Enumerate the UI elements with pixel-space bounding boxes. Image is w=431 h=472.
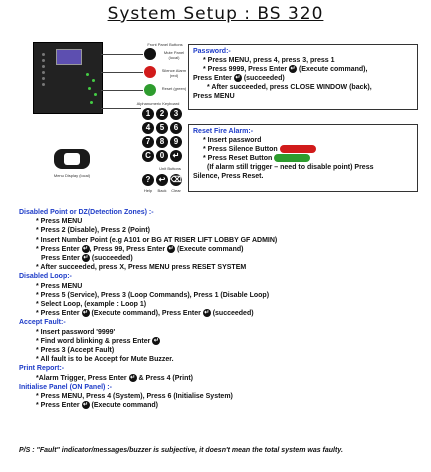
password-line: Press Enter ↵ (succeeded) bbox=[193, 75, 285, 82]
reset-button-icon bbox=[144, 84, 156, 96]
ps-note: P/S : "Fault" indicator/messages/buzzer is subjective, it doesn't mean the total system was faulty. bbox=[19, 447, 343, 454]
password-line: Press MENU bbox=[193, 93, 235, 100]
panel-screen bbox=[56, 49, 82, 65]
reset-line: * Insert password bbox=[203, 137, 262, 144]
password-line: * After succeeded, press CLOSE WINDOW (back), bbox=[207, 84, 372, 91]
enter-icon: ↵ bbox=[83, 402, 89, 409]
list-item: * Press Enter ↵ (Execute command) bbox=[36, 402, 159, 410]
enter-icon: ↵ bbox=[170, 150, 182, 162]
reset-line: * Press Silence Button bbox=[193, 145, 413, 154]
section-heading: Disabled Point or DZ(Detection Zones) :- bbox=[19, 209, 154, 216]
list-item: *Alarm Trigger, Press Enter ↵ & Press 4 (Print) bbox=[36, 374, 194, 382]
list-item: * Press MENU, Press 4 (System), Press 6 (Initialise System) bbox=[36, 393, 233, 401]
enter-icon: ↵ bbox=[168, 245, 174, 252]
connector-line bbox=[101, 54, 143, 55]
key-0: 0 bbox=[156, 150, 168, 162]
reset-line: * Press Reset Button bbox=[193, 154, 413, 163]
list-item: * Press MENU bbox=[36, 282, 83, 290]
list-item: * Insert Number Point (e.g A101 or BG AT RISER LIFT LOBBY GF ADMIN) bbox=[36, 236, 278, 244]
clear-icon: ⌫ bbox=[170, 175, 182, 184]
password-box bbox=[188, 44, 418, 110]
list-item: * Find word blinking & press Enter ↵ bbox=[36, 337, 159, 345]
key-8: 8 bbox=[156, 136, 168, 148]
key-5: 5 bbox=[156, 122, 168, 134]
enter-icon: ↵ bbox=[235, 75, 241, 82]
list-item: * Press 3 (Accept Fault) bbox=[36, 347, 115, 355]
password-line: * Press 9999, Press Enter ↵ (Execute command), bbox=[203, 66, 368, 73]
list-item: * Press 2 (Disable), Press 2 (Point) bbox=[36, 227, 150, 235]
enter-icon: ↵ bbox=[290, 66, 296, 73]
reset-heading: Reset Fire Alarm:- bbox=[193, 128, 254, 135]
enter-icon: ↵ bbox=[83, 245, 89, 252]
key-7: 7 bbox=[142, 136, 154, 148]
keyboard-caption: Alphanumeric Keyboard bbox=[136, 101, 180, 106]
control-panel-image bbox=[33, 42, 103, 114]
back-icon: ↩ bbox=[156, 174, 168, 186]
key-6: 6 bbox=[170, 122, 182, 134]
reset-box bbox=[188, 124, 418, 192]
clear-caption: Clear bbox=[171, 188, 181, 193]
section-heading: Print Report:- bbox=[19, 365, 65, 373]
list-item: * Press 5 (Service), Press 3 (Loop Commands), Press 1 (Disable Loop) bbox=[36, 291, 270, 299]
reset-pill-icon bbox=[274, 154, 310, 162]
reset-line: (If alarm still trigger – need to disable point) Press bbox=[207, 164, 374, 171]
connector-line bbox=[101, 72, 143, 73]
list-item: * Press Enter ↵ (Execute command), Press Enter ↵ (succeeded) bbox=[36, 310, 254, 318]
key-9: 9 bbox=[170, 136, 182, 148]
list-item: Press Enter ↵ (succeeded) bbox=[41, 255, 133, 263]
instructions bbox=[19, 208, 429, 410]
list-item: * Press MENU bbox=[36, 218, 83, 226]
section-heading: Accept Fault:- bbox=[19, 319, 66, 327]
connector-line bbox=[101, 108, 141, 109]
menu-display-caption: Menu Display (local) bbox=[53, 173, 91, 178]
unit-buttons-caption: Unit Buttons bbox=[159, 166, 181, 171]
reset-line: Silence, Press Reset. bbox=[193, 173, 264, 180]
connector-line bbox=[101, 90, 143, 91]
key-2: 2 bbox=[156, 108, 168, 120]
list-item: * After succeeded, press X, Press MENU press RESET SYSTEM bbox=[36, 264, 247, 272]
password-heading: Password:- bbox=[193, 48, 231, 55]
panel-indicators bbox=[42, 53, 50, 93]
back-caption: Back bbox=[157, 188, 167, 193]
enter-icon: ↵ bbox=[153, 338, 159, 344]
key-c: C bbox=[142, 150, 154, 162]
key-4: 4 bbox=[142, 122, 154, 134]
password-line: * Press MENU, press 4, press 3, press 1 bbox=[203, 57, 335, 64]
mute-caption: Mute Panel (local) bbox=[163, 50, 185, 60]
list-item: * Select Loop, (example : Loop 1) bbox=[36, 301, 147, 309]
menu-display-icon bbox=[54, 149, 90, 169]
page-title: System Setup : BS 320 bbox=[107, 4, 324, 24]
section-heading: Initialise Panel (ON Panel) :- bbox=[19, 383, 112, 391]
section-heading: Disabled Loop:- bbox=[19, 273, 72, 281]
key-1: 1 bbox=[142, 108, 154, 120]
enter-icon: ↵ bbox=[83, 310, 89, 317]
help-caption: Help bbox=[143, 188, 153, 193]
enter-icon: ↵ bbox=[204, 310, 210, 317]
list-item: * Press Enter ↵, Press 99, Press Enter ↵ (Execute command) bbox=[36, 245, 244, 253]
mute-button-icon bbox=[144, 48, 156, 60]
enter-icon: ↵ bbox=[83, 255, 89, 262]
help-icon: ? bbox=[142, 174, 154, 186]
reset-caption: Reset (green) bbox=[161, 86, 187, 91]
enter-icon: ↵ bbox=[130, 374, 136, 381]
list-item: * Insert password '9999' bbox=[36, 328, 116, 336]
front-panel-caption: Front Panel Buttons bbox=[147, 42, 183, 47]
key-3: 3 bbox=[170, 108, 182, 120]
list-item: * All fault is to be Accept for Mute Buzzer. bbox=[36, 356, 174, 364]
silence-pill-icon bbox=[280, 145, 316, 153]
silence-button-icon bbox=[144, 66, 156, 78]
silence-caption: Silence Alarm (red) bbox=[161, 68, 187, 78]
